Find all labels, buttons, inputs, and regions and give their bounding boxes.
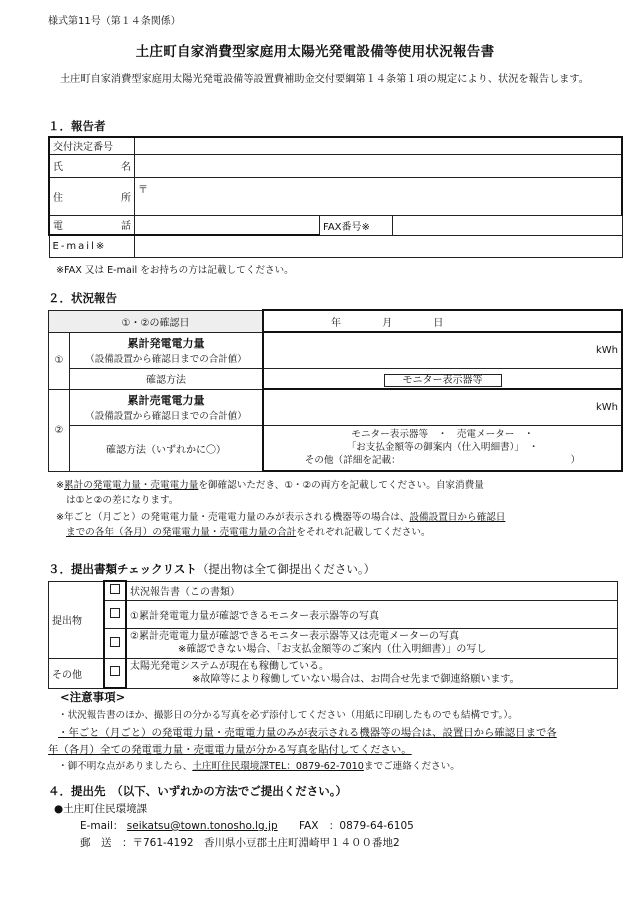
phone-input[interactable] — [135, 215, 320, 235]
name-input[interactable] — [135, 154, 623, 177]
fax-label: FAX番号※ — [320, 215, 393, 235]
row1-method-label: 確認方法 — [70, 368, 264, 389]
notes-heading: <注意事項> — [60, 690, 126, 704]
submit-mail-line: 郵 送 ：〒761-4192 香川県小豆郡土庄町淵崎甲１４００番地2 — [80, 837, 400, 849]
status-table — [48, 309, 623, 472]
checklist-item1: 状況報告書（この書類） — [126, 581, 618, 600]
notes-line1: ・状況報告書のほか、撮影日の分かる写真を必ず添付してください（用紙に印刷したものでも結構です。）。 — [58, 710, 518, 721]
checklist-group-submit: 提出物 — [49, 581, 105, 658]
checkbox-item1[interactable] — [104, 581, 126, 600]
row2-value-input[interactable]: kWh — [263, 389, 622, 425]
intro-text: 土庄町自家消費型家庭用太陽光発電設備等設置費補助金交付要綱第１４条第１項の規定により、状況を報告します。 — [60, 74, 589, 85]
checklist-group-other: その他 — [49, 658, 105, 688]
status-heading: ２．状況報告 — [48, 291, 117, 305]
checklist-item4: 太陽光発電システムが現在も稼働している。 ※故障等により稼働していない場合は、お問合せ先まで御連絡願います。 — [126, 658, 618, 688]
checkbox-item2[interactable] — [104, 600, 126, 628]
email-input[interactable] — [135, 235, 623, 257]
status-note-2: ※年ごと（月ごと）の発電電力量・売電電力量のみが表示される機器等の場合は、設備設置日から確認日 までの各年（各月）の発電電力量・売電電力量の合計をそれぞれ記載してください。 — [56, 512, 506, 538]
reporter-table — [48, 136, 623, 258]
status-note-1: ※累計の発電電力量・売電電力量を御確認いただき、①・②の両方を記載してください。自家消費量 は①と②の差になります。 — [56, 480, 484, 506]
row2-method-label: 確認方法（いずれかに〇） — [70, 425, 264, 471]
checklist-table — [48, 580, 618, 689]
name-label: 氏 名 — [49, 154, 135, 177]
submit-email-link[interactable]: seikatsu@town.tonosho.lg.jp — [126, 820, 278, 832]
row1-number: ① — [49, 332, 70, 389]
fax-input[interactable] — [393, 215, 623, 235]
row1-value-input[interactable]: kWh — [263, 332, 622, 368]
decision-number-label: 交付決定番号 — [49, 137, 135, 154]
email-label: E-mail※ — [49, 235, 135, 257]
decision-number-input[interactable] — [135, 137, 623, 154]
row2-number: ② — [49, 389, 70, 471]
page-title: 土庄町自家消費型家庭用太陽光発電設備等使用状況報告書 — [135, 44, 495, 60]
phone-label: 電 話 — [49, 215, 135, 235]
confirm-date-label: ①・②の確認日 — [49, 310, 264, 332]
address-label: 住 所 — [49, 177, 135, 215]
submit-heading: ４．提出先 （以下、いずれかの方法でご提出ください。） — [48, 784, 347, 798]
submit-fax: FAX ：0879-64-6105 — [298, 820, 414, 832]
form-number: 様式第11号（第１４条関係） — [48, 16, 181, 27]
checklist-item2: ①累計発電電力量が確認できるモニター表示器等の写真 — [126, 600, 618, 628]
row1-title-cell: 累計発電電力量 （設備設置から確認日までの合計値） — [70, 332, 264, 368]
checkbox-item4[interactable] — [104, 658, 126, 688]
confirm-date-input[interactable]: 年 月 日 — [263, 310, 622, 332]
checklist-heading: ３．提出書類チェックリスト（提出物は全て御提出ください。） — [48, 562, 376, 576]
row2-method-options[interactable]: モニター表示器等 ・ 売電メーター ・ 「お支払金額等の御案内（仕入明細書）」 ・ その他（詳細を記載： ） — [263, 425, 622, 471]
notes-line2: ・年ごと（月ごと）の発電電力量・売電電力量のみが表示される機器等の場合は、設置日から確認日まで各 — [58, 727, 557, 739]
row1-method-cell: モニター表示器等 — [263, 368, 622, 389]
checklist-item3: ②累計売電電力量が確認できるモニター表示器等又は売電メーターの写真 ※確認できない場合、「お支払金額等のご案内（仕入明細書）」の写し — [126, 628, 618, 658]
submit-dept: ●土庄町住民環境課 — [54, 803, 148, 815]
reporter-note: ※FAX 又は E-mail をお持ちの方は記載してください。 — [56, 265, 294, 276]
submit-email-line: E-mail： seikatsu@town.tonosho.lg.jp FAX ：0879-64-6105 — [80, 820, 414, 832]
notes-line3: 年（各月）全ての発電電力量・売電電力量が分かる写真を貼付してください。 — [48, 744, 412, 756]
notes-line4: ・御不明な点がありましたら、土庄町住民環境課TEL：0879-62-7010までご連絡ください。 — [58, 761, 460, 772]
postal-mark: 〒 — [138, 184, 148, 196]
row2-title-cell: 累計売電電力量 （設備設置から確認日までの合計値） — [70, 389, 264, 425]
checkbox-item3[interactable] — [104, 628, 126, 658]
reporter-heading: １．報告者 — [48, 119, 106, 133]
address-input[interactable] — [135, 177, 623, 215]
